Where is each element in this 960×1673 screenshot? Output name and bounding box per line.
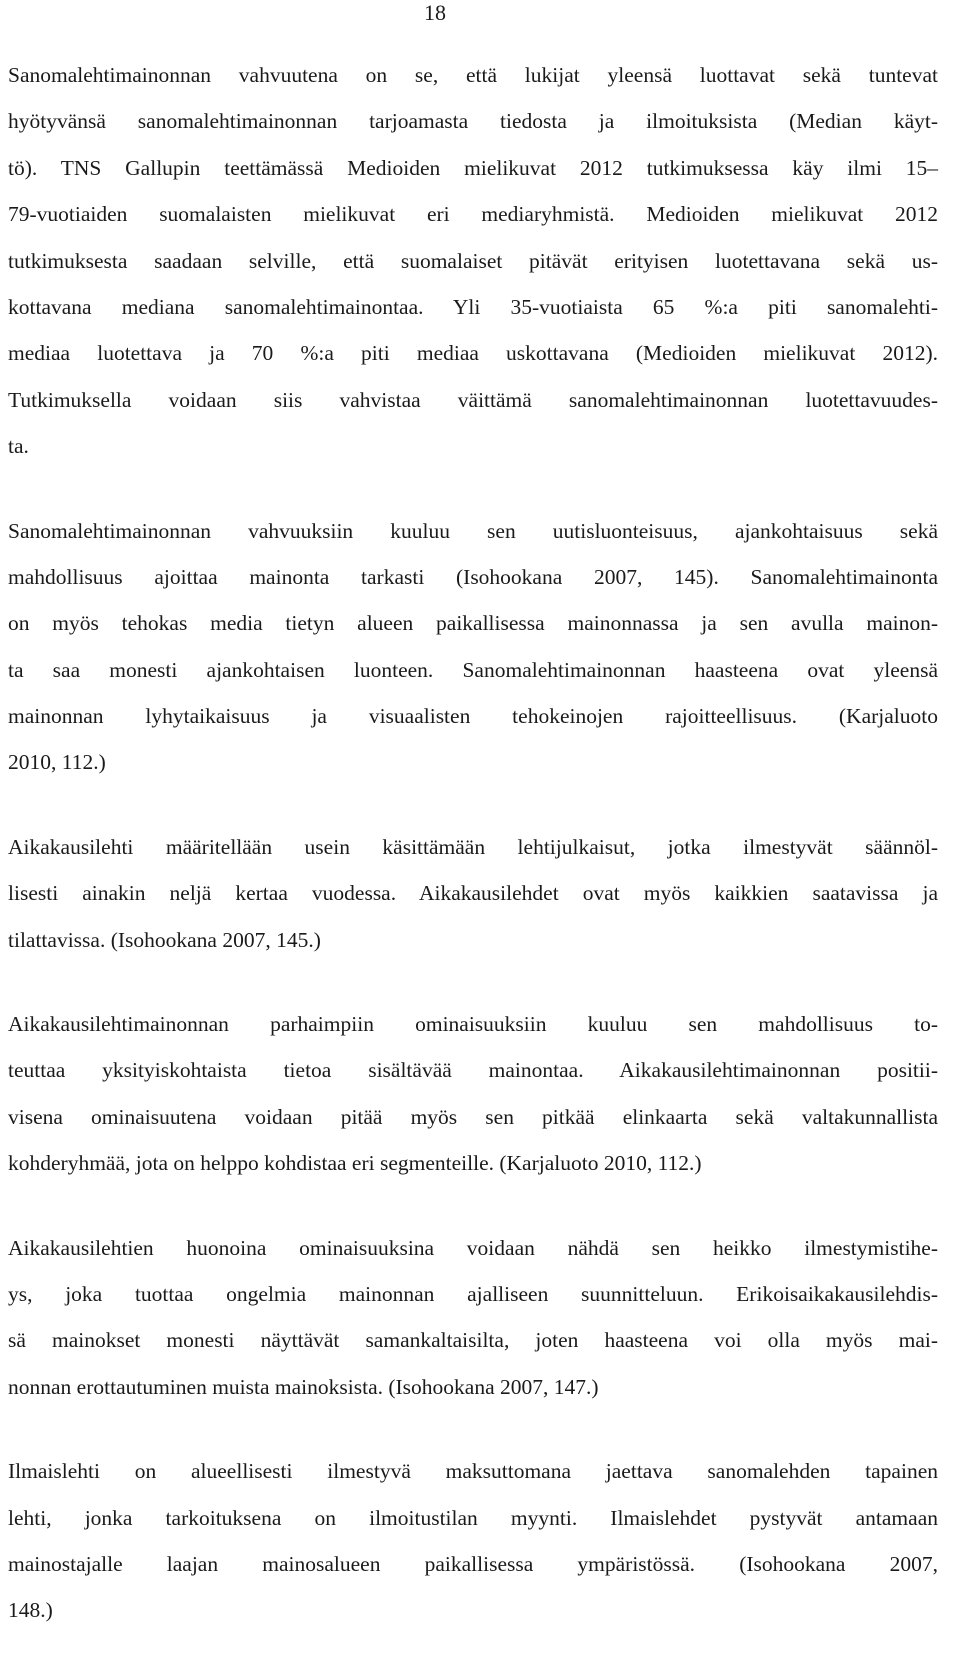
text-line: lisesti ainakin neljä kertaa vuodessa. Aikakausilehdet ovat myös kaikkien saatavissa ja (8, 881, 938, 906)
text-line: 79-vuotiaiden suomalaisten mielikuvat eri mediaryhmistä. Medioiden mielikuvat 2012 (8, 202, 938, 227)
text-line: ta saa monesti ajankohtaisen luonteen. Sanomalehtimainonnan haasteena ovat yleensä (8, 657, 938, 682)
paragraph (8, 508, 938, 786)
paragraph-gap (8, 1410, 938, 1448)
text-line: kottavana mediana sanomalehtimainontaa. Yli 35-vuotiaista 65 %:a piti sanomalehti- (8, 294, 938, 319)
text-line: sä mainokset monesti näyttävät samankaltaisilta, joten haasteena voi olla myös mai- (8, 1328, 938, 1353)
paragraph (8, 52, 938, 470)
text-line: on myös tehokas media tietyn alueen paikallisessa mainonnassa ja sen avulla mainon- (8, 611, 938, 636)
text-line: 2010, 112.) (8, 750, 106, 775)
page-number: 18 (424, 0, 446, 25)
paragraph (8, 1448, 938, 1634)
text-line: Ilmaislehti on alueellisesti ilmestyvä maksuttomana jaettava sanomalehden tapainen (8, 1459, 938, 1484)
text-line: ys, joka tuottaa ongelmia mainonnan ajalliseen suunnitteluun. Erikoisaikakausilehdis- (8, 1281, 938, 1306)
paragraph-gap (8, 470, 938, 508)
text-line: nonnan erottautuminen muista mainoksista. (Isohookana 2007, 147.) (8, 1374, 599, 1399)
text-line: hyötyvänsä sanomalehtimainonnan tarjoamasta tiedosta ja ilmoituksista (Median käyt- (8, 109, 938, 134)
paragraph (8, 1001, 938, 1187)
text-line: ta. (8, 434, 29, 459)
text-line: lehti, jonka tarkoituksena on ilmoitustilan myynti. Ilmaislehdet pystyvät antamaan (8, 1505, 938, 1530)
text-line: tilattavissa. (Isohookana 2007, 145.) (8, 927, 321, 952)
text-line: tö). TNS Gallupin teettämässä Medioiden mielikuvat 2012 tutkimuksessa käy ilmi 15– (8, 155, 938, 180)
paragraph (8, 824, 938, 963)
text-line: Tutkimuksella voidaan siis vahvistaa väittämä sanomalehtimainonnan luotettavuudes- (8, 387, 938, 412)
text-line: teuttaa yksityiskohtaista tietoa sisältävää mainontaa. Aikakausilehtimainonnan positii- (8, 1058, 938, 1083)
text-line: mediaa luotettava ja 70 %:a piti mediaa uskottavana (Medioiden mielikuvat 2012). (8, 341, 938, 366)
paragraph-gap (8, 1187, 938, 1225)
paragraph-gap (8, 963, 938, 1001)
text-line: mainonnan lyhytaikaisuus ja visuaalisten tehokeinojen rajoitteellisuus. (Karjaluoto (8, 704, 938, 729)
text-line: Sanomalehtimainonnan vahvuutena on se, että lukijat yleensä luottavat sekä tuntevat (8, 63, 938, 87)
paragraph-gap (8, 786, 938, 824)
paragraph (8, 1225, 938, 1411)
text-line: 148.) (8, 1598, 53, 1623)
text-line: Aikakausilehtien huonoina ominaisuuksina voidaan nähdä sen heikko ilmestymistihe- (8, 1235, 938, 1260)
document-body (8, 52, 938, 1634)
text-line: visena ominaisuutena voidaan pitää myös sen pitkää elinkaarta sekä valtakunnallista (8, 1104, 938, 1129)
text-line: Sanomalehtimainonnan vahvuuksiin kuuluu sen uutisluonteisuus, ajankohtaisuus sekä (8, 518, 938, 543)
text-line: kohderyhmää, jota on helppo kohdistaa eri segmenteille. (Karjaluoto 2010, 112.) (8, 1151, 702, 1176)
text-line: mainostajalle laajan mainosalueen paikallisessa ympäristössä. (Isohookana 2007, (8, 1551, 938, 1576)
text-line: Aikakausilehtimainonnan parhaimpiin ominaisuuksiin kuuluu sen mahdollisuus to- (8, 1012, 938, 1037)
text-line: tutkimuksesta saadaan selville, että suomalaiset pitävät erityisen luotettavana sekä us- (8, 248, 938, 273)
text-line: Aikakausilehti määritellään usein käsittämään lehtijulkaisut, jotka ilmestyvät säännöl- (8, 834, 938, 859)
text-line: mahdollisuus ajoittaa mainonta tarkasti (Isohookana 2007, 145). Sanomalehtimainonta (8, 564, 938, 589)
